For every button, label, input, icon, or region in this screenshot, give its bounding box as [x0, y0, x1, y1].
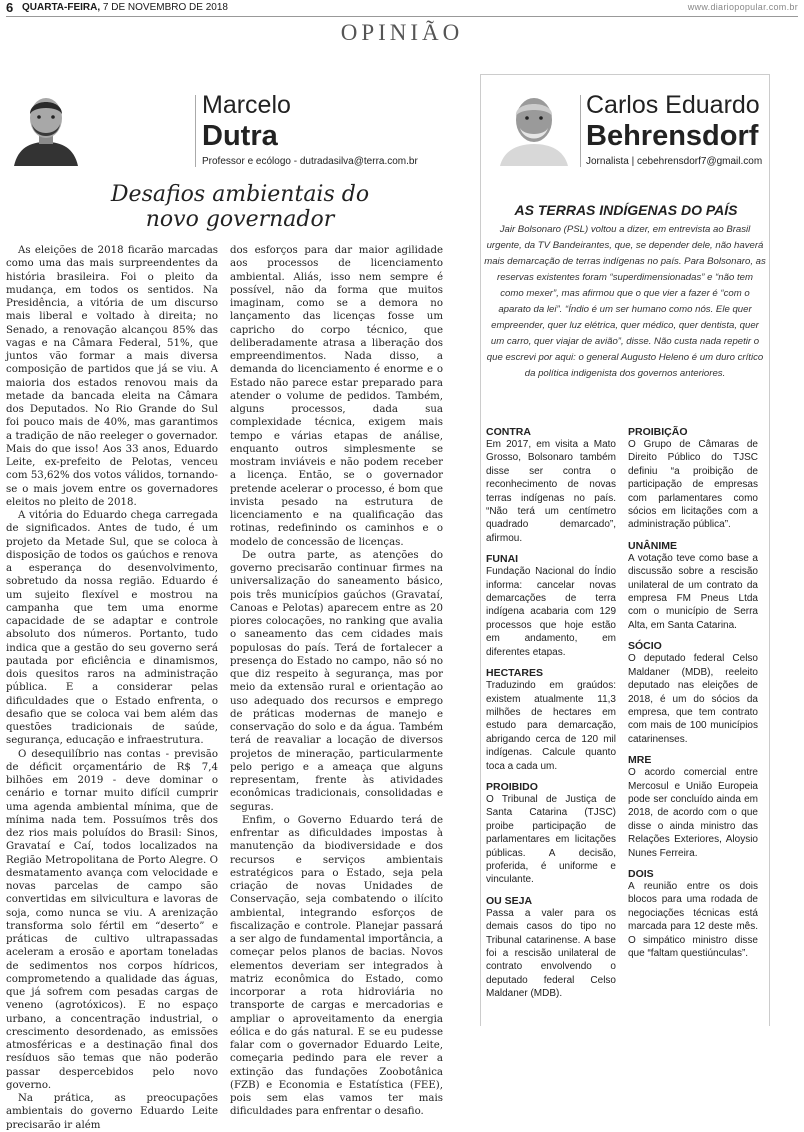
- note-head: PROIBIDO: [486, 780, 538, 793]
- paragraph: Na prática, as preocupações ambientais do governo Eduardo Leite precisarão ir além: [6, 1093, 218, 1131]
- paragraph: O desequilíbrio nas contas - previsão de déficit orçamentário de R$ 7,4 bilhões em 2019 - deve dominar o cenário e tornar muito difícil cumprir uma agenda ambiental mínima, que de mínima nada tem. Possuímos três dos dez rios mais poluídos do Brasil: Sinos, Gravataí e Caí, todos localizados na Região Metropolitana de Porto Alegre. O desmatamento avança com velocidade e novas parcelas de campo são convertidas em silvicultura e lavoras de soja, como nunca se viu. A arenização transforma solo fértil em “deserto” e práticas de cultivo ultrapassadas aceleram a erosão e aportam toneladas de sedimentos nos corpos hídricos, comprometendo a qualidade das águas, que já sofrem com pesadas cargas de veneno (agrotóxicos). E no espaço urbano, a concentração industrial, o crescimento desordenado, as emissões atmosféricas e a destinação final dos resíduos são temas que não poderão passar despercebidos pelo novo governo.: [6, 748, 218, 1091]
- note-text: Passa a valer para os demais casos do tipo no Tribunal catarinense. A base foi a rescisão unilateral de contrato envolvendo o deputado federal Celso Maldaner (MDB).: [486, 907, 616, 1000]
- section-title: OPINIÃO: [340, 20, 464, 45]
- note-head: MRE: [628, 754, 652, 767]
- note-text: Em 2017, em visita a Mato Grosso, Bolsonaro também disse ser contra o reconhecimento de novas terras indígenas no país. “Não terá um centímetro quadrado demarcado”, afirmou.: [486, 439, 616, 544]
- article-column-1: [6, 244, 218, 1131]
- note-text: A votação teve como base a discussão sobre a rescisão unilateral de um contrato da empresa FM Pneus Ltda com o município de Serra Alta, em Santa Catarina.: [628, 552, 758, 631]
- header-rule: [6, 16, 798, 17]
- page-number: 6: [6, 0, 14, 15]
- note-text: O acordo comercial entre Mercosul e União Europeia pode ser concluído ainda em 2018, de acordo com o que disse o ainda ministro das Relações Exteriores, Aloysio Nunes Ferreira.: [628, 767, 758, 859]
- note-text: O deputado federal Celso Maldaner (MDB), reeleito deputado nas eleições de 2018, é um do sócios da empresa, que tem contrato com mais de 100 municípios catarinenses.: [628, 653, 758, 745]
- author-portrait-icon: [6, 86, 86, 166]
- author-first-name: Carlos Eduardo: [586, 91, 760, 119]
- note-text: A reunião entre os dois blocos para uma rodada de negociações técnicas está marcada para 12 deste mês. O simpático ministro disse que “faltam questiúnculas”.: [628, 880, 758, 959]
- author-portrait-icon: [494, 86, 574, 166]
- notes-column-left: [486, 426, 616, 1022]
- column-lead: Jair Bolsonaro (PSL) voltou a dizer, em entrevista ao Brasil urgente, da TV Bandeirantes, que, se depender dele, não haverá mais demarcação de terras indígenas no país. Para Bolsonaro, as reservas existentes foram “superdimensionadas” e “não tem como mexer”, mas afirmou que o que vier a fazer é “com o aparato da lei”. “Índio é um ser humano como nós. Ele quer empreender, quer luz elétrica, quer médico, quer dentista, quer um carro, quer viajar de avião”, disse. Não custa nada repetir o que escrevi por aqui: o general Augusto Heleno é um duro crítico da política indigenista dos governos anteriores.: [484, 224, 766, 379]
- article-title: [40, 182, 440, 232]
- paragraph: De outra parte, as atenções do governo precisarão continuar firmes na universalização do saneamento básico, pois três municípios gaúchos (Gravataí, Canoas e Pelotas) aparecem entre as 20 piores colocações, no ranking que avalia o saneamento das cem cidades mais populosas do país. Terá de fortalecer a presença do Estado no campo, não só no que diz respeito à segurança, mas por meio da extensão rural e orientação ao uso adequado dos recursos e emprego de práticas modernas de manejo e conservação do solo e da água. Também terá de reavaliar a locação de diversos projetos de mineração, particularmente pelo perigo e a ameaça que alguns representam, frente às atividades econômicas tradicionais, consolidadas e seguras.: [230, 549, 443, 813]
- note-head: FUNAI: [486, 553, 519, 566]
- article-column-2: [230, 244, 443, 1118]
- note-head: UNÂNIME: [628, 539, 677, 552]
- author-photo-dutra: [6, 86, 86, 166]
- paragraph: As eleições de 2018 ficarão marcadas como uma das mais surpreendentes da história brasileira. Foi o pleito da mudança, em todos os sentidos. Na Presidência, a vitória de um discurso mais liberal e voltado à direita; no Senado, a renovação alcançou 85% das vagas e na Câmara Federal, 51%, que juntos vão formar a mais diversa composição de partidos que já se viu. A maioria dos estados renovou mais da metade da bancada eleita na Câmara dos Deputados. No Rio Grande do Sul foi pouco mais de 40%, mas garantimos a tradição de não reeleger o governador. Mais do que isso! Aos 33 anos, Eduardo Leite, ex-prefeito de Pelotas, venceu com 53,62% dos votos válidos, tornando-se o mais jovem entre os governadores eleitos no pleito de 2018.: [6, 245, 218, 508]
- author-separator: [580, 95, 581, 167]
- note-text: O Grupo de Câmaras de Direito Público do TJSC definiu “a proibição de participação de empresas com parlamentares como sócios em licitações com a administração pública”.: [628, 439, 758, 531]
- note-text: Fundação Nacional do Índio informa: cancelar novas demarcações de terra indígena acabaria com 129 processos que hoje estão em andamento, em diferentes etapas.: [486, 566, 616, 658]
- paragraph: Enfim, o Governo Eduardo terá de enfrentar as dificuldades impostas à manutenção da biodiversidade e dos recursos e serviços ambientais estratégicos para o Estado, seja pela criação de novas Unidades de Conservação, seja combatendo o ilícito ambiental, integrando esforços de fiscalização e controle. Planejar passará a ser algo de fundamental importância, a começar pelos planos de bacias. Novos elementos deveriam ser integrados à matriz econômica do Estado, como incorporar a rota hidroviária no transporte de cargas e mercadorias e ampliar o aproveitamento da energia eólica e do gás natural. E se eu pudesse falar com o governador Eduardo Leite, começaria pedindo para ele rever a extinção das fundações Zoobotânica (FZB) e Economia e Estatística (FEE), pois sem elas vamos ter mais dificuldades para enfrentar o desafio.: [230, 814, 443, 1118]
- weekday: QUARTA-FEIRA,: [22, 2, 101, 13]
- note-head: OU SEJA: [486, 894, 533, 907]
- note-head: SÓCIO: [628, 640, 662, 653]
- author-role: Jornalista | cebehrensdorf7@gmail.com: [586, 156, 763, 167]
- note-head: PROIBIÇÃO: [628, 426, 688, 438]
- note-head: DOIS: [628, 867, 654, 880]
- site-url[interactable]: www.diariopopular.com.br: [687, 2, 798, 12]
- note-head: HECTARES: [486, 667, 543, 680]
- edition-date: [22, 2, 228, 13]
- author-separator: [195, 95, 196, 167]
- article-title-line: Desafios ambientais do: [110, 182, 370, 207]
- note-head: CONTRA: [486, 426, 531, 438]
- paragraph: A vitória do Eduardo chega carregada de significados. Antes de tudo, é um projeto da Metade Sul, que se coloca à disposição de todos os gaúchos e renova a esperança do desenvolvimento, sobretudo da nossa região. Eduardo é um sujeito flexível e mostrou na campanha que tem uma enorme capacidade de se adaptar e controle absoluto dos números. Portanto, tudo indica que a gestão do seu governo será pautada por eficiência e dinamismos, dois quesitos raros na administração pública. E a considerar pelas dificuldades que o Estado enfrenta, o desafio que se coloca vai bem além das questões tradicionais de saúde, segurança, educação e infraestrutura.: [6, 510, 218, 747]
- article-title-line: novo governador: [145, 207, 335, 232]
- author-first-name: Marcelo: [202, 91, 291, 119]
- column-title: AS TERRAS INDÍGENAS DO PAÍS: [514, 202, 738, 218]
- note-text: O Tribunal de Justiça de Santa Catarina (TJSC) proibe participação de parlamentares em licitações públicas. A decisão, proferida, é uniforme e vinculante.: [486, 793, 616, 886]
- author-last-name: Dutra: [202, 120, 278, 152]
- note-text: Traduzindo em graúdos: existem atualmente 11,3 milhões de hectares em estudo para demarcação, abrigando cerca de 120 mil indígenas. Calcule quanto toca a cada um.: [486, 680, 616, 772]
- author-role: Professor e ecólogo - dutradasilva@terra.com.br: [202, 156, 418, 167]
- paragraph: dos esforços para dar maior agilidade aos processos de licenciamento ambiental. Aliás, isso nem sempre é possível, não da forma que muitos imaginam, como se a demora no lançamento das licenças fosse um capricho do corpo técnico, que deliberadamente atrasa a liberação dos empreendimentos. Nada disso, a demanda do licenciamento é enorme e o Estado não parece estar preparado para atender o volume de pedidos. Também, alguns processos, dada sua complexidade técnica, exigem mais tempo e várias etapas de análise, enquanto outros simplesmente se mostram inviáveis e não podem receber a licença. Então, se o governador pretende acelerar o processo, é bom que invista pesado na estrutura de licenciamento e na qualificação das rotinas, redefinindo os caminhos e o modelo de concessão de licenças.: [230, 245, 443, 548]
- notes-column-right: [628, 426, 758, 1022]
- author-last-name: Behrensdorf: [586, 120, 759, 152]
- author-photo-behrensdorf: [494, 86, 574, 166]
- date: 7 DE NOVEMBRO DE 2018: [100, 2, 228, 13]
